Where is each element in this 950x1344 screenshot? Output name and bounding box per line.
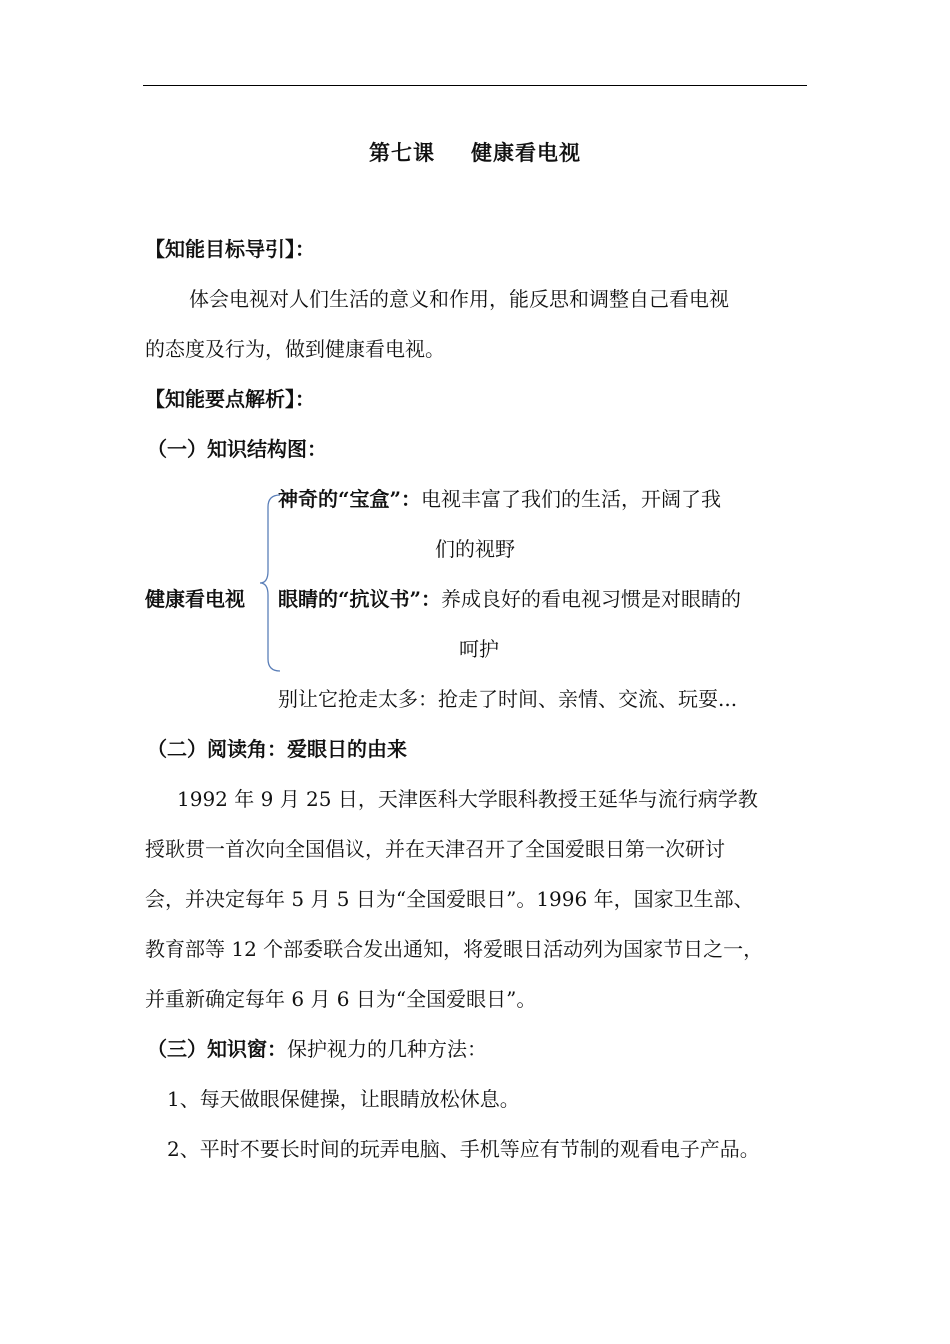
diagram-branch-1-continued: 们的视野 [435, 537, 515, 561]
reading-line-5: 并重新确定每年 6 月 6 日为“全国爱眼日”。 [145, 987, 537, 1011]
reading-line-4: 教育部等 12 个部委联合发出通知，将爱眼日活动列为国家节日之一， [145, 937, 764, 961]
branch-2-label: 眼睛的“抗议书”： [278, 587, 442, 611]
goals-heading: 【知能目标导引】： [145, 237, 315, 261]
branch-2-text: 养成良好的看电视习惯是对眼睛的 [441, 587, 742, 611]
lesson-number: 第七课 [369, 140, 435, 165]
reading-line-1: 1992 年 9 月 25 日，天津医科大学眼科教授王延华与流行病学教 [177, 787, 758, 811]
header-rule [143, 85, 807, 86]
diagram-branch-3: 别让它抢走太多：抢走了时间、亲情、交流、玩耍... [278, 687, 738, 711]
lesson-title [0, 137, 950, 167]
goals-paragraph-line-1: 体会电视对人们生活的意义和作用，能反思和调整自己看电视 [189, 287, 729, 311]
diagram-branch-1 [278, 484, 721, 514]
reading-heading: （二）阅读角：爱眼日的由来 [147, 737, 407, 761]
structure-heading: （一）知识结构图： [147, 437, 327, 461]
diagram-branch-2-continued: 呵护 [459, 637, 499, 661]
diagram-branch-2 [278, 584, 741, 614]
knowledge-heading-text: 保护视力的几种方法： [287, 1037, 487, 1061]
branch-1-text: 电视丰富了我们的生活，开阔了我 [421, 487, 722, 511]
branch-1-label: 神奇的“宝盒”： [278, 487, 422, 511]
diagram-root: 健康看电视 [145, 587, 245, 611]
reading-line-2: 授耿贯一首次向全国倡议，并在天津召开了全国爱眼日第一次研讨 [145, 837, 725, 861]
lesson-name: 健康看电视 [471, 140, 581, 165]
goals-paragraph-line-2: 的态度及行为，做到健康看电视。 [145, 337, 445, 361]
knowledge-heading-label: （三）知识窗： [147, 1037, 287, 1061]
knowledge-item-2: 2、平时不要长时间的玩弄电脑、手机等应有节制的观看电子产品。 [167, 1137, 760, 1161]
diagram-brace [258, 493, 282, 673]
analysis-heading: 【知能要点解析】： [145, 387, 315, 411]
knowledge-heading [147, 1034, 487, 1064]
knowledge-item-1: 1、每天做眼保健操，让眼睛放松休息。 [167, 1087, 520, 1111]
reading-line-3: 会，并决定每年 5 月 5 日为“全国爱眼日”。1996 年，国家卫生部、 [145, 887, 754, 911]
